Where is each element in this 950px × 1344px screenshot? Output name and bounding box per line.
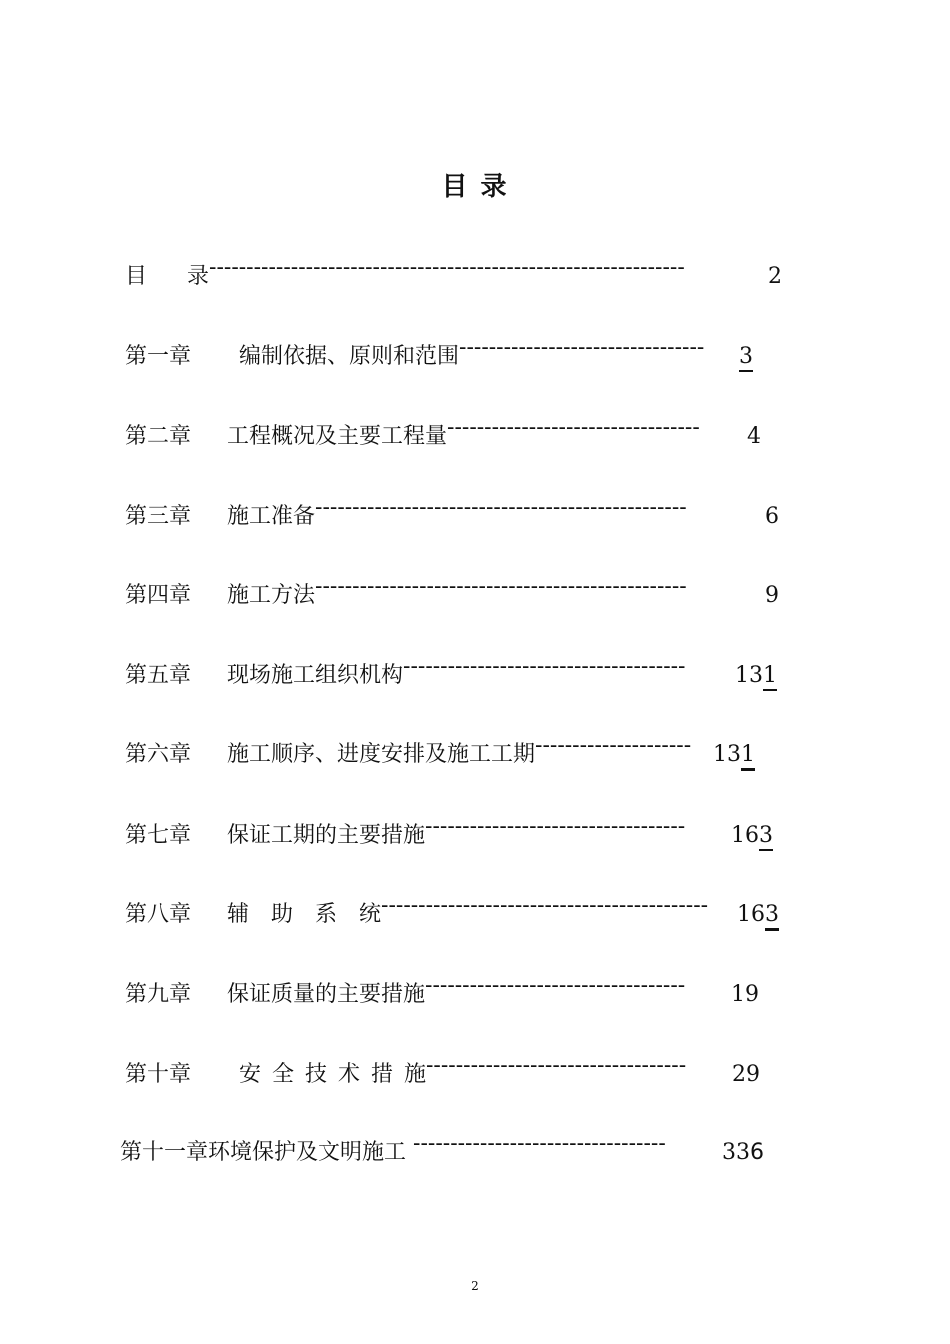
toc-entry[interactable] bbox=[125, 812, 773, 851]
toc-leader-dots: -------------------------------------------------- bbox=[315, 495, 687, 520]
toc-entry[interactable] bbox=[125, 971, 759, 1010]
toc-entry[interactable] bbox=[125, 413, 761, 452]
toc-page-number: 29 bbox=[731, 1062, 760, 1087]
toc-entry-title: 录 bbox=[187, 264, 210, 289]
toc-entry[interactable] bbox=[125, 652, 777, 691]
toc-page-number: 131 bbox=[713, 740, 755, 770]
toc-entry-title: 保证工期的主要措施 bbox=[227, 823, 426, 848]
toc-leader-dots: -------------------------------------- bbox=[403, 654, 686, 679]
toc-page-number: 2 bbox=[768, 264, 783, 289]
toc-chapter-label: 第七章 bbox=[125, 823, 192, 848]
toc-chapter-label: 第八章 bbox=[125, 902, 192, 927]
toc-entry[interactable] bbox=[125, 572, 779, 611]
toc-entry-title: 环境保护及文明施工 bbox=[208, 1140, 407, 1165]
toc-leader-dots: --------------------------------- bbox=[459, 335, 705, 360]
toc-chapter-label: 第六章 bbox=[125, 742, 192, 767]
toc-page-number: 6 bbox=[765, 504, 780, 529]
toc-leader-dots: ---------------------------------- bbox=[447, 415, 700, 440]
toc-entry[interactable] bbox=[125, 493, 779, 532]
toc-entry[interactable] bbox=[120, 1129, 764, 1168]
toc-entry-title: 辅 助 系 统 bbox=[227, 902, 382, 927]
toc-leader-dots: ----------------------------------- bbox=[425, 973, 686, 998]
toc-chapter-label: 第三章 bbox=[125, 504, 192, 529]
toc-chapter-label: 目 bbox=[125, 264, 148, 289]
toc-entry-title: 编制依据、原则和范围 bbox=[239, 344, 460, 369]
toc-entry-title: 施工准备 bbox=[227, 504, 316, 529]
toc-entry[interactable] bbox=[125, 253, 782, 292]
toc-leader-dots: -------------------------------------------------- bbox=[315, 574, 687, 599]
toc-entry-title: 现场施工组织机构 bbox=[227, 663, 404, 688]
toc-entry[interactable] bbox=[125, 333, 753, 372]
toc-entry[interactable] bbox=[125, 731, 755, 770]
toc-leader-dots: ----------------------------------- bbox=[425, 814, 686, 839]
toc-leader-dots: ---------------------------------------------------------------- bbox=[209, 255, 685, 280]
page-number: 2 bbox=[471, 1279, 479, 1293]
toc-chapter-label: 第一章 bbox=[125, 344, 192, 369]
toc-chapter-label: 第五章 bbox=[125, 663, 192, 688]
toc-entry[interactable] bbox=[125, 1051, 760, 1090]
toc-page-number: 131 bbox=[735, 661, 777, 691]
toc-chapter-label: 第十章 bbox=[125, 1062, 192, 1087]
toc-entry-title: 施工方法 bbox=[227, 583, 316, 608]
toc-page-number: 19 bbox=[731, 982, 760, 1007]
toc-entry[interactable] bbox=[125, 891, 779, 930]
toc-leader-dots: ----------------------------------- bbox=[425, 1053, 687, 1078]
toc-page-number: 9 bbox=[765, 583, 780, 608]
toc-chapter-label: 第二章 bbox=[125, 424, 192, 449]
toc-heading: 目 录 bbox=[441, 172, 509, 202]
toc-page-number: 4 bbox=[747, 424, 762, 449]
toc-page-number: 163 bbox=[737, 900, 779, 930]
toc-page-number: 163 bbox=[731, 821, 773, 851]
toc-entry-title: 施工顺序、进度安排及施工工期 bbox=[227, 742, 536, 767]
toc-chapter-label: 第四章 bbox=[125, 583, 192, 608]
toc-page-number: 3 bbox=[739, 342, 753, 372]
toc-entry-title: 安 全 技 术 措 施 bbox=[239, 1062, 426, 1087]
toc-leader-dots: ---------------------------------- bbox=[406, 1131, 673, 1156]
toc-leader-dots: -------------------------------------------- bbox=[381, 893, 709, 918]
toc-entry-title: 工程概况及主要工程量 bbox=[227, 424, 448, 449]
toc-chapter-label: 第九章 bbox=[125, 982, 192, 1007]
toc-entry-title: 保证质量的主要措施 bbox=[227, 982, 426, 1007]
toc-chapter-label: 第十一章 bbox=[120, 1140, 209, 1165]
toc-leader-dots: --------------------- bbox=[535, 733, 692, 758]
toc-page-number: 336 bbox=[722, 1140, 765, 1165]
